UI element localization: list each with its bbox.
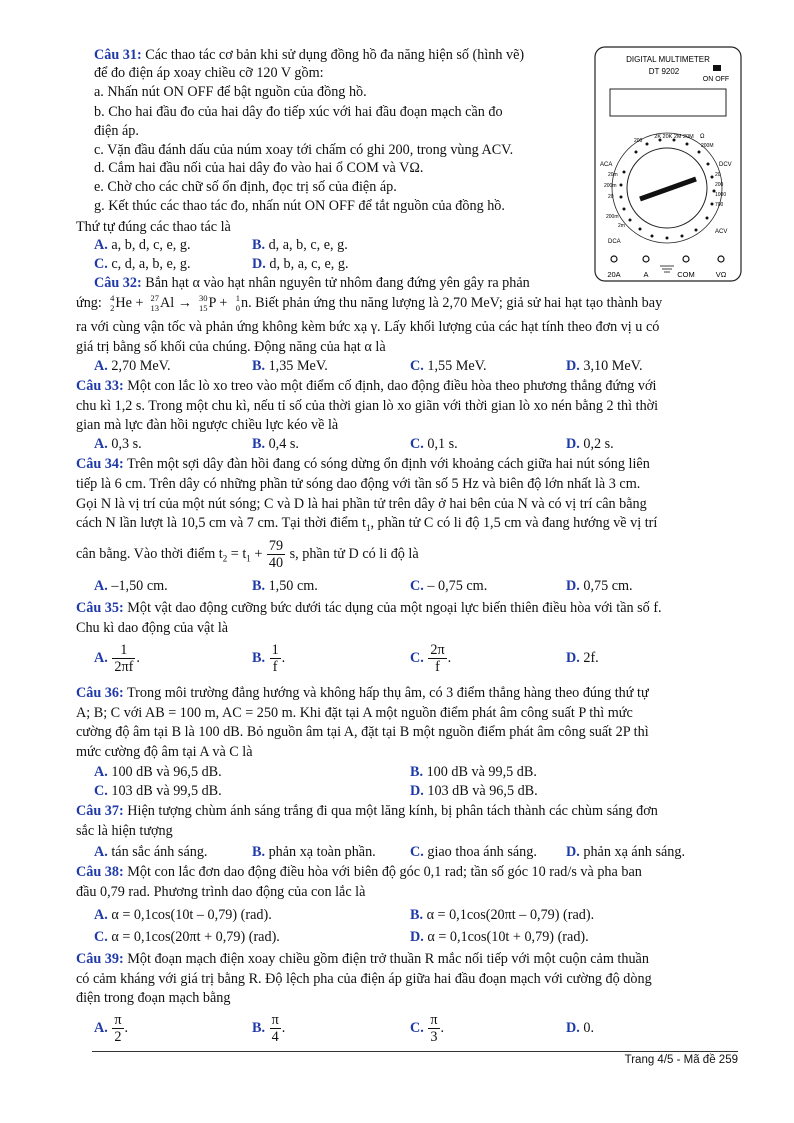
q33-stem-line1: Câu 33: Một con lắc lò xo treo vào một điểm cố định, dao động điều hòa theo phương thẳng đứng với [76,378,657,394]
q32-label: Câu 32: [94,275,142,291]
q38-stem-line1: Câu 38: Một con lắc đơn dao động điều hòa với biên độ góc 0,1 rad; tần số góc 10 rad/s và pha ban [76,864,642,880]
nuclide-he: 4 2 [110,293,115,313]
q31-step-a: a. Nhấn nút ON OFF để bật nguồn của đồng hồ. [94,84,367,100]
q35-stem2: Chu kì dao động của vật là [76,620,229,636]
q37-stem-line1: Câu 37: Hiện tượng chùm ánh sáng trắng đi qua một lăng kính, bị phân tách thành các chùm sáng đơn [76,803,658,819]
q38-label: Câu 38: [76,864,124,880]
q35-option-c: C. $\frac{2\pi}{f}$ . [410,642,452,675]
q31-step-g: g. Kết thúc các thao tác đo, nhấn nút ON OFF để tắt nguồn của đồng hồ. [94,198,505,214]
power-switch-icon [713,65,721,71]
q37-stem2: sắc là hiện tượng [76,823,173,839]
q36-option-b: B. 100 dB và 99,5 dB. [410,764,537,780]
dcv-label: DCV [719,162,732,168]
acv-label: ACV [715,229,728,235]
q33-option-b: B. 0,4 s. [252,436,299,452]
ohm-range-labels: 2K 20K 2M 20M [654,134,694,140]
q36-option-a: A. 100 dB và 96,5 dB. [94,764,222,780]
q33-stem2: chu kì 1,2 s. Trong một chu kì, nếu tỉ số của thời gian lò xo giãn với thời gian lò xo nén bằng 2 thì thời [76,398,659,414]
range-right-1000: 1000 [715,192,727,198]
range-right-20: 20 [715,172,721,178]
nuclide-p: 30 15 [199,293,208,313]
q35-option-a: A. $\frac{1}{2\pi f}$ . [94,642,140,675]
range-200: 200 [634,138,643,144]
q31-step-e: e. Chờ cho các chữ số ổn định, đọc trị số của điện áp. [94,179,397,195]
q33-option-a: A. 0,3 s. [94,436,142,452]
q39-option-b: B. $\frac{\pi}{4}$ . [252,1012,286,1045]
multimeter-figure [594,46,742,282]
q39-option-d: D. 0. [566,1020,594,1036]
q36-stem2: A; B; C với AB = 100 m, AC = 250 m. Khi đặt tại A một nguồn điểm phát âm công suất P thì mức [76,705,633,721]
q37-option-d: D. phản xạ ánh sáng. [566,844,685,860]
dca-label: DCA [608,239,621,245]
q37-option-c: C. giao thoa ánh sáng. [410,844,537,860]
range-left-200m: 200m [604,183,617,189]
nuclide-n: 1 0 [235,293,240,313]
q38-option-d: D. α = 0,1cos(10t + 0,79) (rad). [410,929,589,945]
q32-option-d: D. 3,10 MeV. [566,358,643,374]
q31-option-c: C. c, d, a, b, e, g. [94,256,191,272]
q35-stem-line1: Câu 35: Một vật dao động cưỡng bức dưới tác dụng của một ngoại lực biến thiên điều hòa với tần số f. [76,600,662,616]
q36-option-d: D. 103 dB và 96,5 dB. [410,783,538,799]
range-left-20m: 20m [608,172,618,178]
q31-step-c: c. Vặn đầu đánh dấu của núm xoay tới chấm có ghi 200, trong vùng ACV. [94,142,514,158]
range-left-200m-b: 200m [606,214,619,220]
q34-stem-line1: Câu 34: Trên một sợi dây đàn hồi đang có sóng dừng ổn định với khoảng cách giữa hai nút sóng liên [76,456,650,472]
q34-stem3: Gọi N là vị trí của một nút sóng; C và D là hai phần tử trên dây ở hai bên của N và có vị trí cân bằng [76,496,647,512]
q39-stem-line1: Câu 39: Một đoạn mạch điện xoay chiều gồm điện trở thuần R mắc nối tiếp với một cuộn cảm thuần [76,951,649,967]
q34-option-b: B. 1,50 cm. [252,578,318,594]
q34-stem4: cách N lần lượt là 10,5 cm và 7 cm. Tại thời điểm $t_1$, phần tử C có li độ 1,5 cm và đang hướng về vị trí [76,515,658,533]
q34-option-d: D. 0,75 cm. [566,578,633,594]
q37-label: Câu 37: [76,803,124,819]
q32-stem4: giá trị bằng số khối của chúng. Động năng của hạt α là [76,339,386,355]
q34-option-c: C. – 0,75 cm. [410,578,488,594]
q31-label: Câu 31: [94,47,142,63]
port-com-label: COM [677,270,695,279]
q39-stem2: có cảm kháng với giá trị bằng R. Độ lệch pha của điện áp giữa hai đầu đoạn mạch với cường độ dòng [76,971,652,987]
q38-option-a: A. α = 0,1cos(10t – 0,79) (rad). [94,907,272,923]
q34-option-a: A. –1,50 cm. [94,578,168,594]
port-a-label: A [643,270,649,279]
range-right-700: 700 [715,202,724,208]
aca-label: ACA [600,162,613,168]
q39-option-a: A. $\frac{\pi}{2}$ . [94,1012,129,1045]
meter-title: DIGITAL MULTIMETER [626,55,710,64]
q34-stem5: cân bằng. Vào thời điểm $t_2 = t_1$ + $\frac{79}{40}$ s, phần tử D có li độ là [76,538,419,571]
q31-stem1: Các thao tác cơ bản khi sử dụng đồng hồ đa năng hiện số (hình vẽ) [145,47,525,63]
q36-stem-line1: Câu 36: Trong môi trường đẳng hướng và không hấp thụ âm, có 3 điểm thẳng hàng theo đúng thứ tự [76,685,649,701]
range-right-200: 200 [715,182,724,188]
ohm-icon: Ω [700,134,705,140]
q36-stem3: cường độ âm tại B là 100 dB. Bỏ nguồn âm tại A, đặt tại B một nguồn điểm phát âm công suất 2P thì [76,724,649,740]
q32-option-a: A. 2,70 MeV. [94,358,171,374]
q31-step-b1: b. Cho hai đầu đo của hai dây đo tiếp xúc với hai đầu đoạn mạch cần đo [94,104,503,120]
q37-option-b: B. phản xạ toàn phần. [252,844,376,860]
q31-option-b: B. d, a, b, c, e, g. [252,237,348,253]
meter-model: DT 9202 [648,67,680,76]
port-20a-label: 20A [607,270,621,279]
q37-option-a: A. tán sắc ánh sáng. [94,844,208,860]
q31-stem-line1 [94,47,586,64]
q35-option-b: B. $\frac{1}{f}$ . [252,642,286,675]
port-vo-label: VΩ [715,270,727,279]
q38-option-c: C. α = 0,1cos(20πt + 0,79) (rad). [94,929,280,945]
nuclide-al: 27 13 [150,293,160,313]
q35-label: Câu 35: [76,600,124,616]
q39-stem3: điện trong đoạn mạch bằng [76,990,231,1006]
q31-step-d: d. Cắm hai đầu nối của hai dây đo vào hai ổ COM và VΩ. [94,160,424,176]
range-left-2m: 2m [618,223,625,229]
q32-reaction-line: ứng: 4 2 He + 27 13 Al → 30 15 P + 1 0 n. Biết phản ứng thu năng lượng là 2,70 MeV; giả sử hai hạt tạo thành bay [76,293,663,313]
fraction-79-40: $\frac{79}{40}$ [268,538,284,571]
q38-option-b: B. α = 0,1cos(20πt – 0,79) (rad). [410,907,595,923]
q31-stem2: để đo điện áp xoay chiều cỡ 120 V gồm: [94,65,324,81]
q32-option-b: B. 1,35 MeV. [252,358,328,374]
q33-label: Câu 33: [76,378,124,394]
q31-option-a: A. a, b, d, c, e, g. [94,237,191,253]
lcd-display [610,89,726,116]
q32-stem3: ra với cùng vận tốc và phản ứng không kèm bức xạ γ. Lấy khối lượng của các hạt tính theo đơn vị u có [76,319,660,335]
q36-stem4: mức cường độ âm tại A và C là [76,744,253,760]
q31-ask: Thứ tự đúng các thao tác là [76,219,231,235]
q38-stem2: đầu 0,79 rad. Phương trình dao động của con lắc là [76,884,366,900]
q36-label: Câu 36: [76,685,124,701]
q33-stem3: gian mà lực đàn hồi ngược chiều lực kéo về là [76,417,339,433]
q31-step-b2: điện áp. [94,123,139,139]
q39-option-c: C. $\frac{\pi}{3}$ . [410,1012,445,1045]
range-200M: 200M [701,143,714,149]
q39-label: Câu 39: [76,951,124,967]
q32-stem-line1: Câu 32: Bắn hạt α vào hạt nhân nguyên tử nhôm đang đứng yên gây ra phản [94,275,530,291]
onoff-label: ON OFF [702,76,730,83]
q33-option-c: C. 0,1 s. [410,436,458,452]
q34-label: Câu 34: [76,456,124,472]
q33-option-d: D. 0,2 s. [566,436,614,452]
q32-option-c: C. 1,55 MeV. [410,358,487,374]
range-left-20: 20 [608,194,614,200]
q34-stem2: tiếp là 6 cm. Trên dây có những phần tử sóng dao động với tần số 5 Hz và biên độ lớn nhất là 3 cm. [76,476,641,492]
page-footer: Trang 4/5 - Mã đề 259 [624,1054,738,1066]
q31-option-d: D. d, b, a, c, e, g. [252,256,349,272]
q35-option-d: D. 2f. [566,650,599,666]
footer-divider [92,1051,738,1052]
q36-option-c: C. 103 dB và 99,5 dB. [94,783,222,799]
